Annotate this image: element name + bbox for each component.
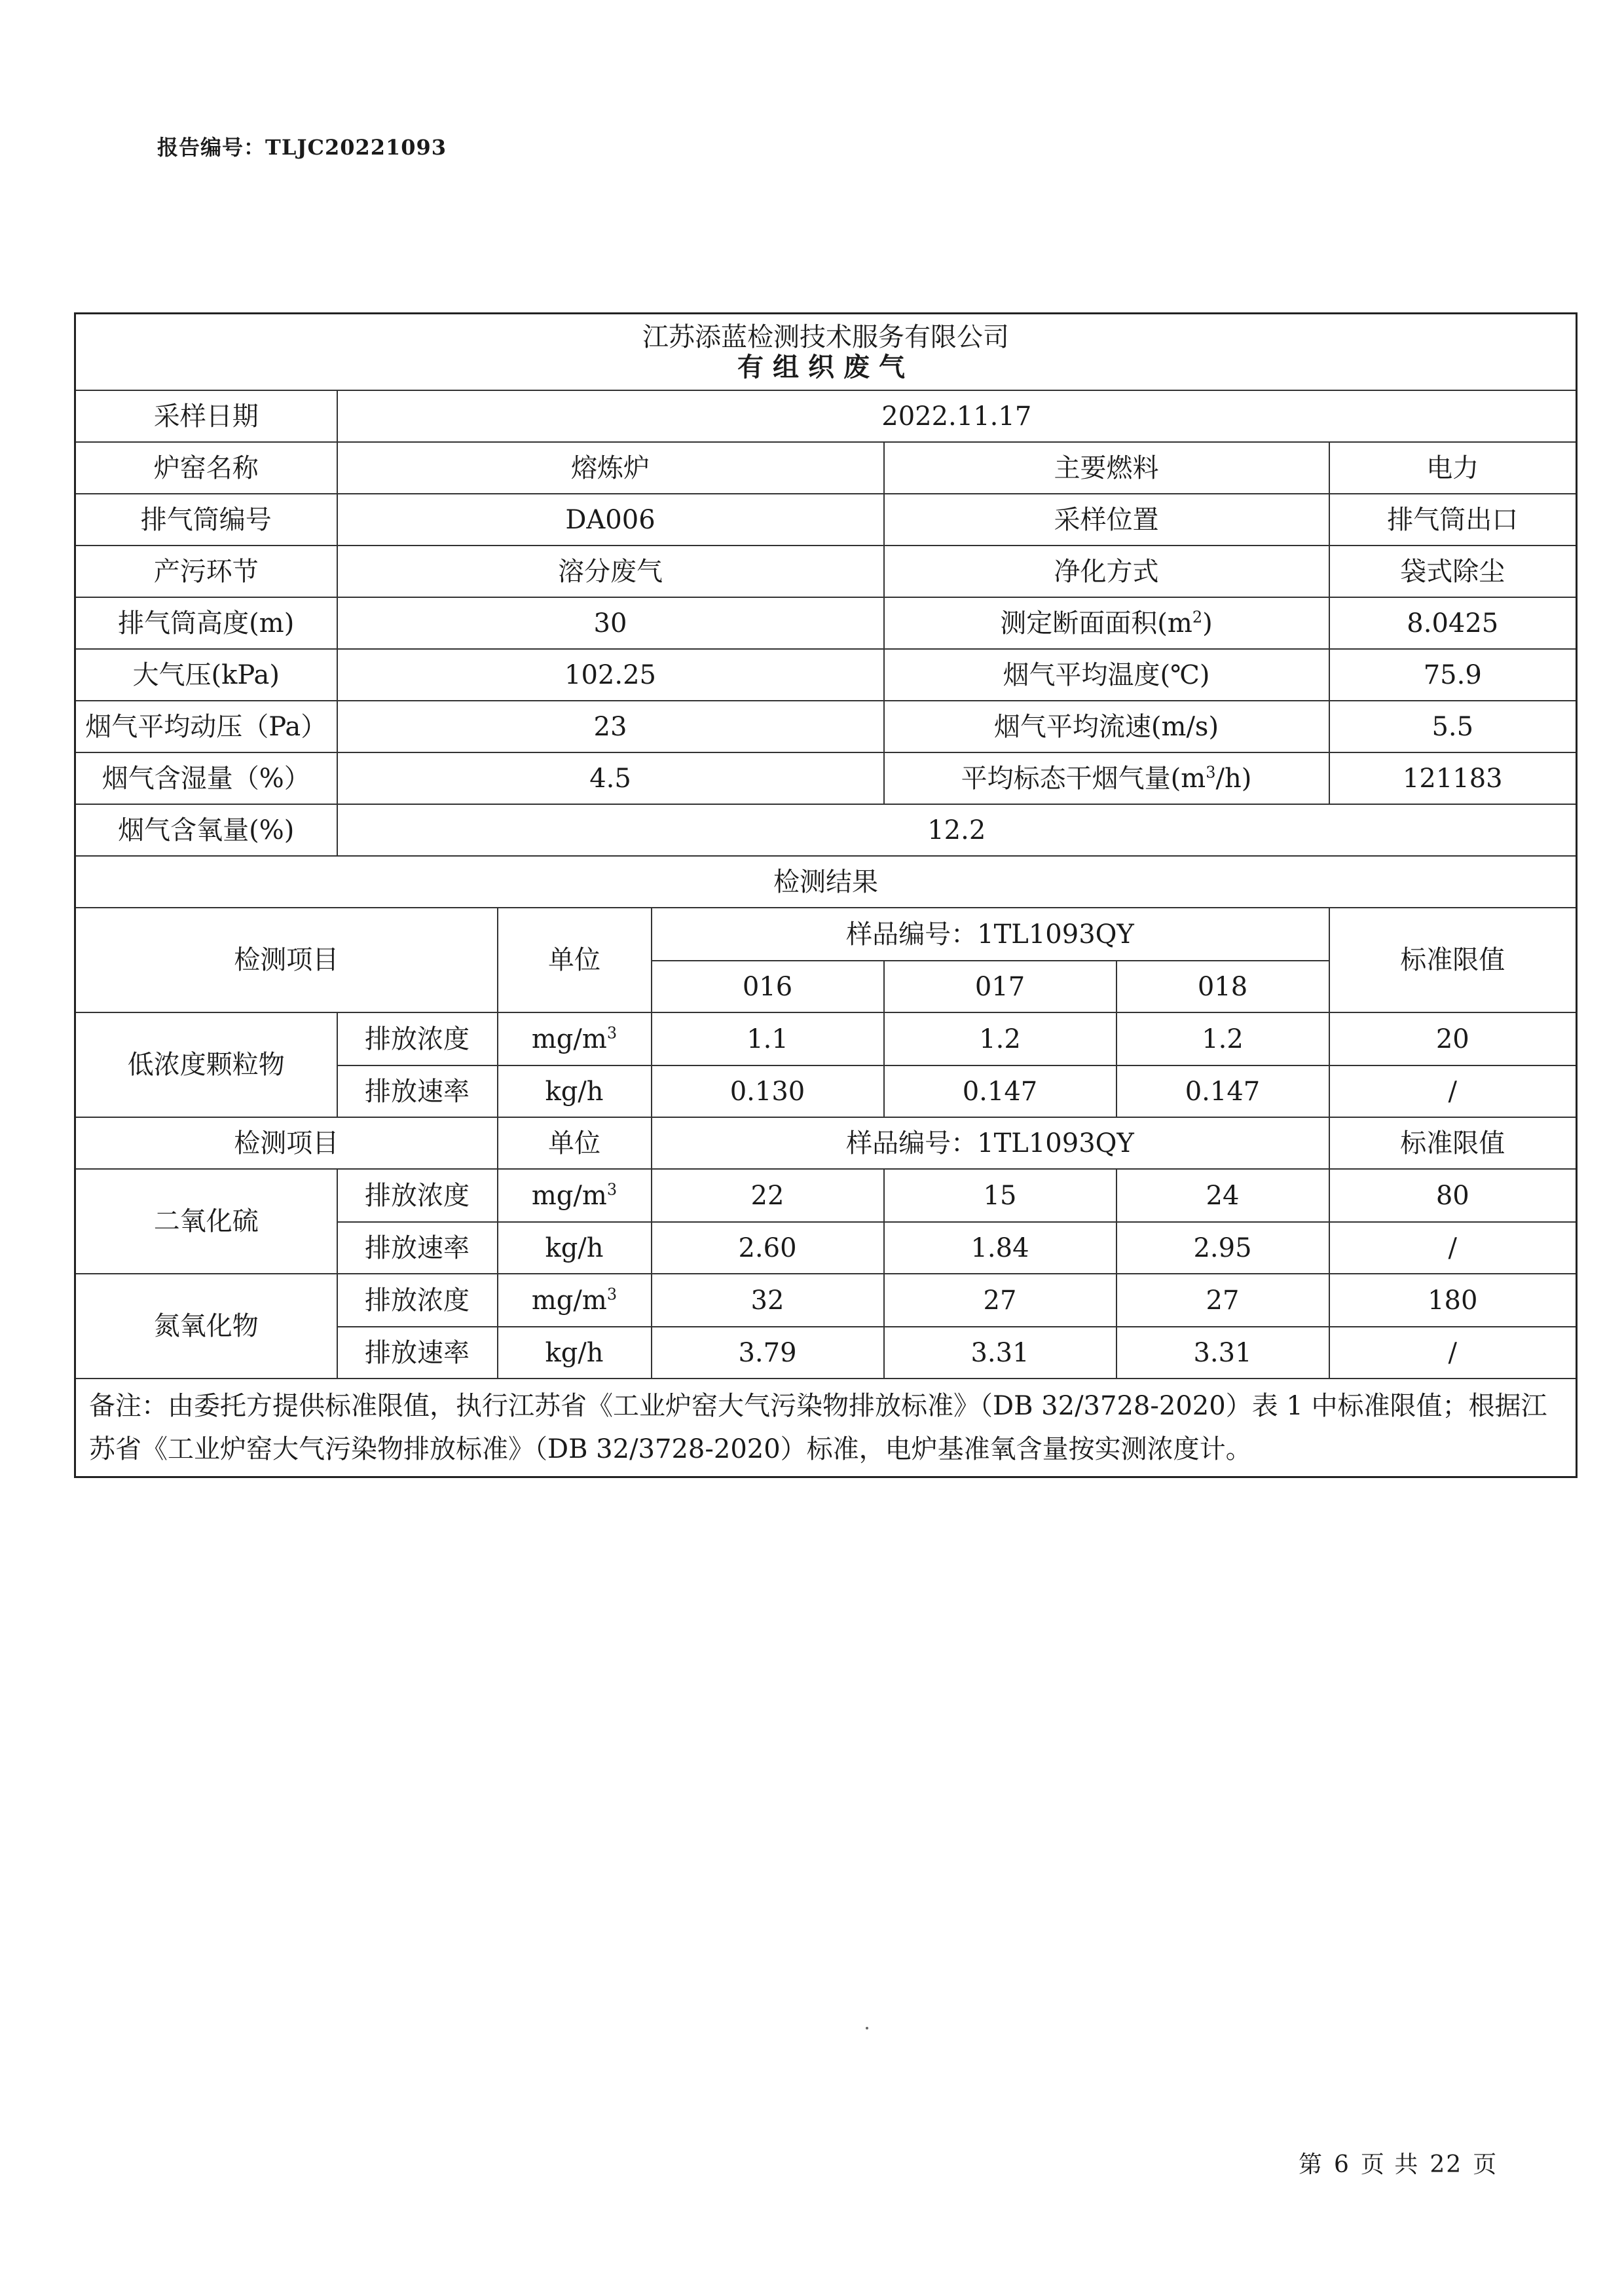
metric-label-conc: 排放浓度 [337,1274,498,1327]
metric-label-rate: 排放速率 [337,1222,498,1274]
unit-conc: $mg/m^3$ [498,1012,652,1065]
page-number: 第 6 页 共 22 页 [1299,2151,1498,2178]
kiln-name-label: 炉窑名称 [75,442,337,494]
company-name: 江苏添蓝检测技术服务有限公司 [642,322,1010,352]
col-header-limit: 标准限值 [1329,908,1577,1012]
table-title: 有组织废气 [737,351,915,382]
area-value: 8.0425 [1329,597,1577,649]
oxygen-value: 12.2 [337,804,1577,856]
emission-report-table [74,312,1578,1478]
nox-rate-limit: / [1329,1327,1577,1379]
nox-rate-016: 3.79 [652,1327,884,1379]
sample-position-label: 采样位置 [884,494,1329,546]
unit-rate: kg/h [498,1065,652,1117]
report-number-label: 报告编号： [157,135,266,160]
col-header-limit-2: 标准限值 [1329,1117,1577,1169]
moisture-label: 烟气含湿量（%） [75,752,337,804]
pollutant-name-particulate: 低浓度颗粒物 [75,1012,337,1117]
pollutant-name-nox: 氮氧化物 [75,1274,337,1379]
sampling-date-value: 2022.11.17 [337,390,1577,442]
pressure-label: 大气压(kPa) [75,649,337,701]
unit-conc: $mg/m^3$ [498,1274,652,1327]
fuel-label: 主要燃料 [884,442,1329,494]
sampling-date-label: 采样日期 [75,390,337,442]
metric-label-rate: 排放速率 [337,1065,498,1117]
so2-conc-017: 15 [884,1169,1116,1222]
stack-no-value: DA006 [337,494,884,546]
pollutant-name-so2: 二氧化硫 [75,1169,337,1274]
velocity-label: 烟气平均流速(m/s) [884,701,1329,752]
particulate-rate-016: 0.130 [652,1065,884,1117]
so2-rate-017: 1.84 [884,1222,1116,1274]
col-header-sample-2: 样品编号：1TL1093QY [652,1117,1329,1169]
temperature-value: 75.9 [1329,649,1577,701]
nox-conc-017: 27 [884,1274,1116,1327]
table-header [75,314,1577,391]
unit-rate: kg/h [498,1327,652,1379]
metric-label-conc: 排放浓度 [337,1012,498,1065]
scan-mark [866,2027,868,2029]
stack-height-value: 30 [337,597,884,649]
stack-no-label: 排气筒编号 [75,494,337,546]
sample-id-3: 018 [1116,961,1329,1012]
kiln-name-value: 熔炼炉 [337,442,884,494]
process-label: 产污环节 [75,546,337,597]
particulate-rate-limit: / [1329,1065,1577,1117]
report-number [157,131,447,161]
results-title: 检测结果 [75,856,1577,908]
so2-rate-limit: / [1329,1222,1577,1274]
particulate-rate-017: 0.147 [884,1065,1116,1117]
col-header-item-2: 检测项目 [75,1117,498,1169]
temperature-label: 烟气平均温度(℃) [884,649,1329,701]
remark-note: 备注：由委托方提供标准限值，执行江苏省《工业炉窑大气污染物排放标准》（DB 32/3728-2020）表 1 中标准限值；根据江苏省《工业炉窑大气污染物排放标准》（DB 32/3728-2020）标准，电炉基准氧含量按实测浓度计。 [75,1379,1577,1477]
pressure-value: 102.25 [337,649,884,701]
so2-conc-limit: 80 [1329,1169,1577,1222]
area-label: 测定断面面积$(m^2)$ [884,597,1329,649]
unit-rate: kg/h [498,1222,652,1274]
particulate-conc-limit: 20 [1329,1012,1577,1065]
dry-flow-label: 平均标态干烟气量$(m^3/h)$ [884,752,1329,804]
col-header-unit: 单位 [498,908,652,1012]
so2-conc-016: 22 [652,1169,884,1222]
so2-conc-018: 24 [1116,1169,1329,1222]
sample-position-value: 排气筒出口 [1329,494,1577,546]
stack-height-label: 排气筒高度(m) [75,597,337,649]
purify-value: 袋式除尘 [1329,546,1577,597]
report-number-value: TLJC20221093 [265,135,447,160]
moisture-value: 4.5 [337,752,884,804]
nox-conc-limit: 180 [1329,1274,1577,1327]
process-value: 溶分废气 [337,546,884,597]
so2-rate-016: 2.60 [652,1222,884,1274]
metric-label-conc: 排放浓度 [337,1169,498,1222]
nox-rate-017: 3.31 [884,1327,1116,1379]
particulate-conc-016: 1.1 [652,1012,884,1065]
dynamic-pressure-value: 23 [337,701,884,752]
oxygen-label: 烟气含氧量(%) [75,804,337,856]
nox-rate-018: 3.31 [1116,1327,1329,1379]
col-header-unit-2: 单位 [498,1117,652,1169]
so2-rate-018: 2.95 [1116,1222,1329,1274]
sample-id-1: 016 [652,961,884,1012]
sample-id-2: 017 [884,961,1116,1012]
metric-label-rate: 排放速率 [337,1327,498,1379]
col-header-sample: 样品编号：1TL1093QY [652,908,1329,961]
velocity-value: 5.5 [1329,701,1577,752]
particulate-rate-018: 0.147 [1116,1065,1329,1117]
particulate-conc-017: 1.2 [884,1012,1116,1065]
dynamic-pressure-label: 烟气平均动压（Pa） [75,701,337,752]
particulate-conc-018: 1.2 [1116,1012,1329,1065]
nox-conc-018: 27 [1116,1274,1329,1327]
purify-label: 净化方式 [884,546,1329,597]
nox-conc-016: 32 [652,1274,884,1327]
col-header-item: 检测项目 [75,908,498,1012]
fuel-value: 电力 [1329,442,1577,494]
unit-conc: $mg/m^3$ [498,1169,652,1222]
dry-flow-value: 121183 [1329,752,1577,804]
